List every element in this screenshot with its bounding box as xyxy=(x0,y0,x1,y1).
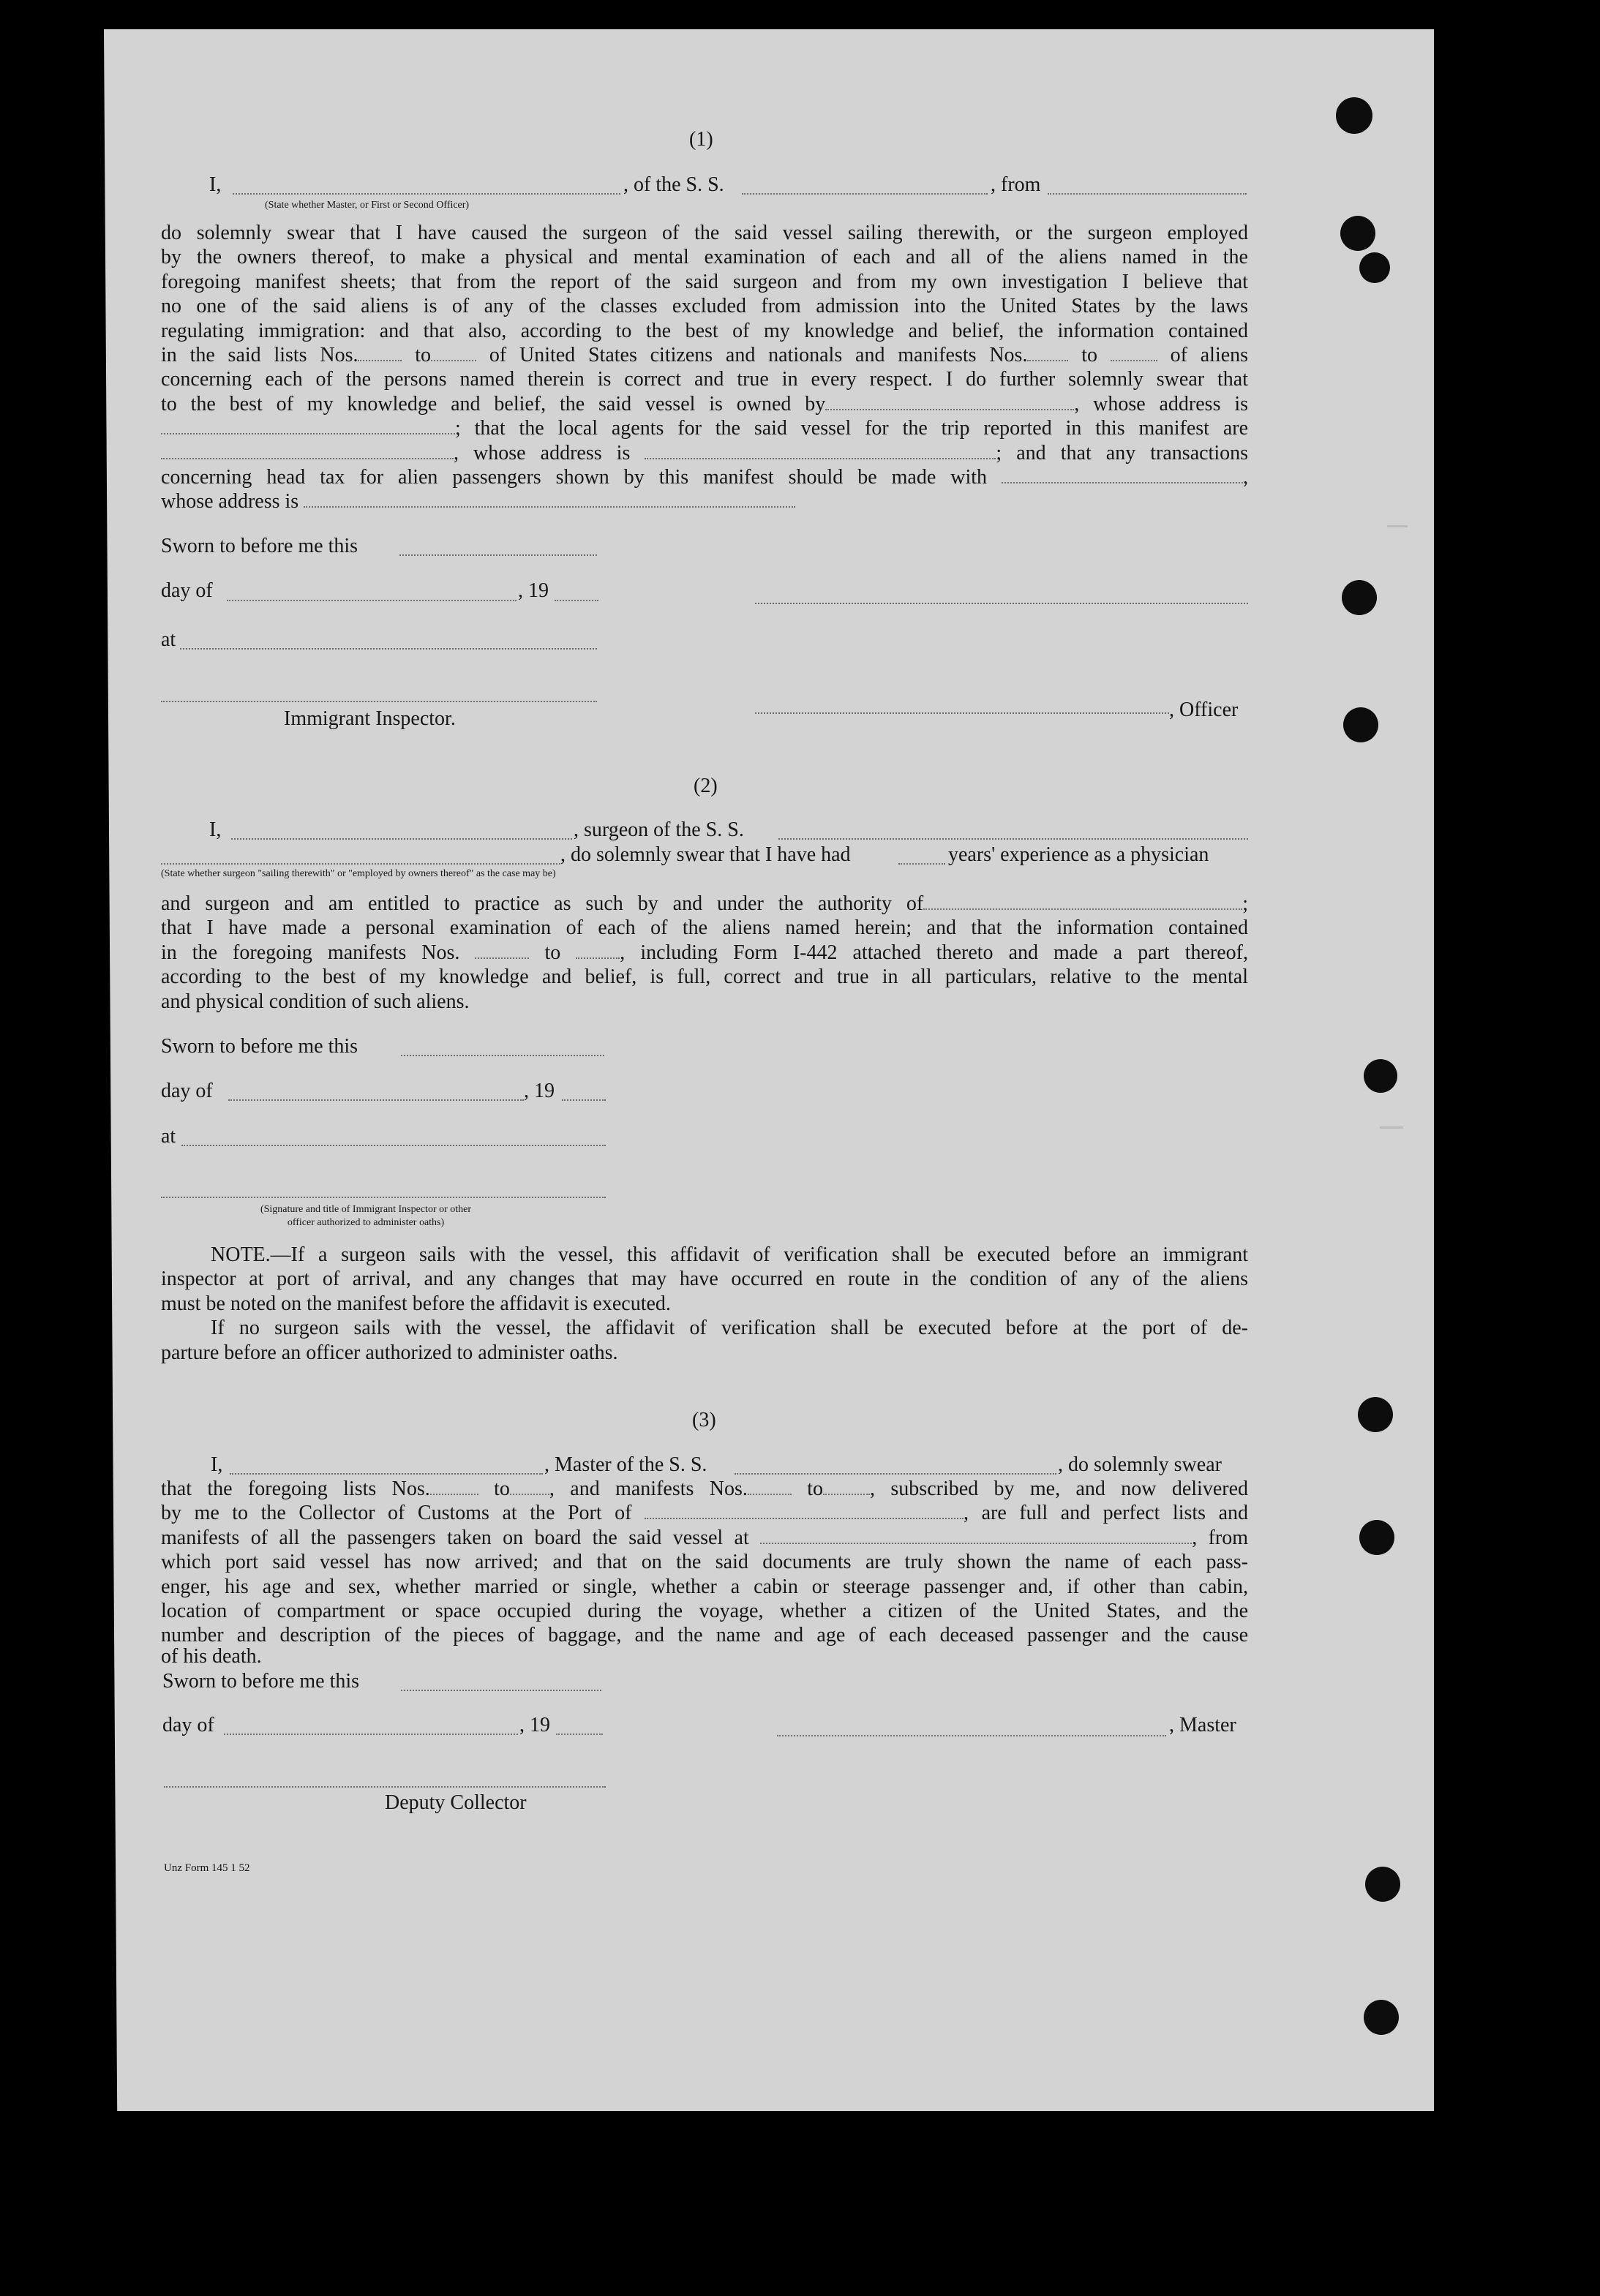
note-line: inspector at port of arrival, and any changes that may have occurred en route in the condition of any of the aliens xyxy=(161,1268,1248,1291)
oath-line-owner: to the best of my knowledge and belief, the said vessel is owned by , whose address is xyxy=(161,392,1248,415)
manifest-to-field[interactable] xyxy=(576,943,620,959)
punch-hole xyxy=(1336,97,1372,134)
place-field[interactable] xyxy=(180,648,597,650)
inspector-signature-field[interactable] xyxy=(161,701,597,702)
sworn-date-field[interactable] xyxy=(401,1055,604,1056)
label-master-of: , Master of the S. S. xyxy=(544,1453,707,1476)
head-tax-address-field[interactable] xyxy=(304,492,795,508)
sworn-label: Sworn to before me this xyxy=(161,1035,358,1058)
surgeon-status-field[interactable] xyxy=(161,863,560,865)
year-label: , 19 xyxy=(518,579,549,602)
oath-line: number and description of the pieces of baggage, and the name and age of each deceased passenger and the cause xyxy=(161,1624,1248,1647)
at-label: at xyxy=(161,1125,176,1148)
oath-line-authority: and surgeon and am entitled to practice as such by and under the authority of ; xyxy=(161,892,1248,915)
oath-line-port: by me to the Collector of Customs at the Port of , are full and perfect lists and xyxy=(161,1502,1249,1525)
punch-hole xyxy=(1364,2000,1399,2035)
manifests-from-field[interactable] xyxy=(748,1479,792,1495)
section-number: (3) xyxy=(692,1409,716,1431)
master-paragraph xyxy=(161,1477,1249,1668)
owner-field[interactable] xyxy=(825,394,1074,410)
oath-line-head-tax: concerning head tax for alien passengers shown by this manifest should be made with , xyxy=(161,466,1249,489)
port-field[interactable] xyxy=(645,1503,964,1519)
surgeon-name-field[interactable] xyxy=(231,838,572,840)
label-of-ss: , of the S. S. xyxy=(623,173,724,196)
oath-line: by the owners thereof, to make a physical and mental examination of each and all of the aliens named in the xyxy=(161,246,1248,269)
note-line: If no surgeon sails with the vessel, the affidavit of verification shall be executed before at the port of de- xyxy=(211,1317,1248,1340)
oath-line: no one of the said aliens is of any of the classes excluded from admission into the United States by the laws xyxy=(161,295,1248,318)
deputy-signature-field[interactable] xyxy=(164,1786,606,1788)
rank-note: (State whether Master, or First or Second Officer) xyxy=(265,200,470,211)
boarded-at-field[interactable] xyxy=(760,1528,1192,1544)
sworn-date-field[interactable] xyxy=(399,554,597,556)
officer-signature-field[interactable] xyxy=(755,712,1169,714)
signature-note: (Signature and title of Immigrant Inspector or other xyxy=(260,1204,472,1215)
year-field[interactable] xyxy=(562,1099,606,1101)
lists-from-field[interactable] xyxy=(358,345,402,361)
inspector-signature-field[interactable] xyxy=(161,1197,606,1198)
form-identifier: Unz Form 145 1 52 xyxy=(164,1862,250,1874)
officer-label: , Officer xyxy=(1169,699,1239,721)
surgeon-note: (State whether surgeon "sailing therewith" or "employed by owners thereof" as the case may be) xyxy=(161,868,556,879)
oath-line: location of compartment or space occupied during the voyage, whether a citizen of the United States, and the xyxy=(161,1600,1248,1623)
day-of-label: day of xyxy=(161,579,213,602)
punch-hole xyxy=(1343,707,1378,742)
note-line: must be noted on the manifest before the affidavit is executed. xyxy=(161,1292,671,1315)
section-number: (2) xyxy=(694,775,718,797)
lists-to-field[interactable] xyxy=(510,1479,549,1495)
agents-address-field[interactable] xyxy=(645,443,996,459)
label-experience: years' experience as a physician xyxy=(948,843,1209,866)
oath-paragraph-1 xyxy=(161,221,1248,514)
punch-hole xyxy=(1359,1520,1394,1555)
manifests-from-field[interactable] xyxy=(1027,345,1068,361)
owner-address-field[interactable] xyxy=(161,418,455,434)
oath-line: and physical condition of such aliens. xyxy=(161,990,470,1013)
deputy-label: Deputy Collector xyxy=(385,1791,527,1814)
label-i: I, xyxy=(209,818,222,841)
label-swear: , do solemnly swear that I have had xyxy=(560,843,851,866)
master-label: , Master xyxy=(1169,1714,1236,1736)
note-line: parture before an officer authorized to administer oaths. xyxy=(161,1341,618,1364)
scan-mark xyxy=(1387,525,1408,527)
oath-line: of his death. xyxy=(161,1644,262,1668)
day-field[interactable] xyxy=(227,600,517,601)
day-field[interactable] xyxy=(224,1734,518,1735)
manifests-to-field[interactable] xyxy=(823,1479,870,1495)
year-label: , 19 xyxy=(519,1714,550,1736)
signature-note: officer authorized to administer oaths) xyxy=(287,1217,445,1228)
at-label: at xyxy=(161,628,176,651)
oath-line-agents: ; that the local agents for the said vessel for the trip reported in this manifest are xyxy=(161,416,1248,440)
note-line: NOTE.—If a surgeon sails with the vessel, this affidavit of verification shall be executed before an immigrant xyxy=(211,1243,1248,1266)
label-i: I, xyxy=(209,173,222,196)
punch-hole xyxy=(1358,1397,1393,1432)
authority-field[interactable] xyxy=(923,894,1242,910)
oath-line: concerning each of the persons named therein is correct and true in every respect. I do further solemnly swear that xyxy=(161,368,1248,391)
sworn-label: Sworn to before me this xyxy=(161,535,358,557)
oath-line: regulating immigration: and that also, according to the best of my knowledge and belief, the information contained xyxy=(161,319,1248,342)
lists-from-field[interactable] xyxy=(430,1479,478,1495)
sworn-date-field[interactable] xyxy=(401,1690,601,1691)
label-i: I, xyxy=(211,1453,223,1476)
from-field[interactable] xyxy=(1048,193,1247,195)
year-field[interactable] xyxy=(556,1734,603,1735)
years-field[interactable] xyxy=(898,863,945,865)
punch-hole xyxy=(1342,580,1377,615)
punch-hole xyxy=(1340,216,1375,251)
name-field[interactable] xyxy=(233,193,620,195)
section-number: (1) xyxy=(689,128,713,151)
day-of-label: day of xyxy=(161,1080,213,1102)
head-tax-field[interactable] xyxy=(1002,467,1243,483)
vessel-field[interactable] xyxy=(735,1473,1056,1475)
oath-line: according to the best of my knowledge and belief, is full, correct and true in all particulars, relative to the mental xyxy=(161,966,1248,989)
scan-mark xyxy=(1380,1126,1403,1129)
manifest-from-field[interactable] xyxy=(475,943,529,959)
oath-line-lists: that the foregoing lists Nos. to , and manifests Nos. to , subscribed by me, and now delivered xyxy=(161,1478,1249,1500)
label-surgeon-of: , surgeon of the S. S. xyxy=(574,818,744,841)
inspector-label: Immigrant Inspector. xyxy=(284,707,456,730)
master-name-field[interactable] xyxy=(230,1473,543,1475)
place-field[interactable] xyxy=(181,1145,606,1146)
oath-line: that I have made a personal examination of each of the aliens named herein; and that the information contained xyxy=(161,916,1248,940)
oath-line-address: whose address is xyxy=(161,489,1248,513)
label-swear: , do solemnly swear xyxy=(1058,1453,1222,1476)
day-of-label: day of xyxy=(162,1714,214,1736)
master-signature-field[interactable] xyxy=(777,1735,1166,1736)
year-field[interactable] xyxy=(555,600,598,601)
label-from: , from xyxy=(991,173,1041,196)
punch-hole xyxy=(1359,252,1390,283)
punch-hole xyxy=(1364,1059,1397,1093)
oath-line: which port said vessel has now arrived; and that on the said documents are truly shown the name of each pass- xyxy=(161,1551,1248,1574)
surgeon-paragraph xyxy=(161,892,1248,1014)
oath-line: enger, his age and sex, whether married or single, whether a cabin or steerage passenger and, if other than cabin, xyxy=(161,1575,1248,1598)
manifests-to-field[interactable] xyxy=(1111,345,1157,361)
sworn-label: Sworn to before me this xyxy=(162,1670,360,1693)
vessel-field[interactable] xyxy=(778,838,1248,840)
oath-line-lists: in the said lists Nos. to of United States citizens and nationals and manifests Nos. to of aliens xyxy=(161,344,1249,367)
vessel-field[interactable] xyxy=(742,193,988,195)
oath-line: do solemnly swear that I have caused the surgeon of the said vessel sailing therewith, or the surgeon employed xyxy=(161,222,1248,244)
punch-hole xyxy=(1365,1867,1400,1902)
note-paragraph xyxy=(161,1243,1248,1365)
year-label: , 19 xyxy=(524,1080,555,1102)
oath-line-boarded: manifests of all the passengers taken on board the said vessel at , from xyxy=(161,1526,1249,1549)
lists-to-field[interactable] xyxy=(431,345,476,361)
day-field[interactable] xyxy=(228,1099,524,1101)
agents-field[interactable] xyxy=(161,443,454,459)
oath-line-agent-address: , whose address is ; and that any transactions xyxy=(161,441,1248,465)
oath-line: foregoing manifest sheets; that from the report of the said surgeon and from my own investigation I believe that xyxy=(161,270,1248,293)
oath-line-form: in the foregoing manifests Nos. to , including Form I-442 attached thereto and made a part thereof, xyxy=(161,941,1248,964)
master-signature-field[interactable] xyxy=(755,603,1248,604)
